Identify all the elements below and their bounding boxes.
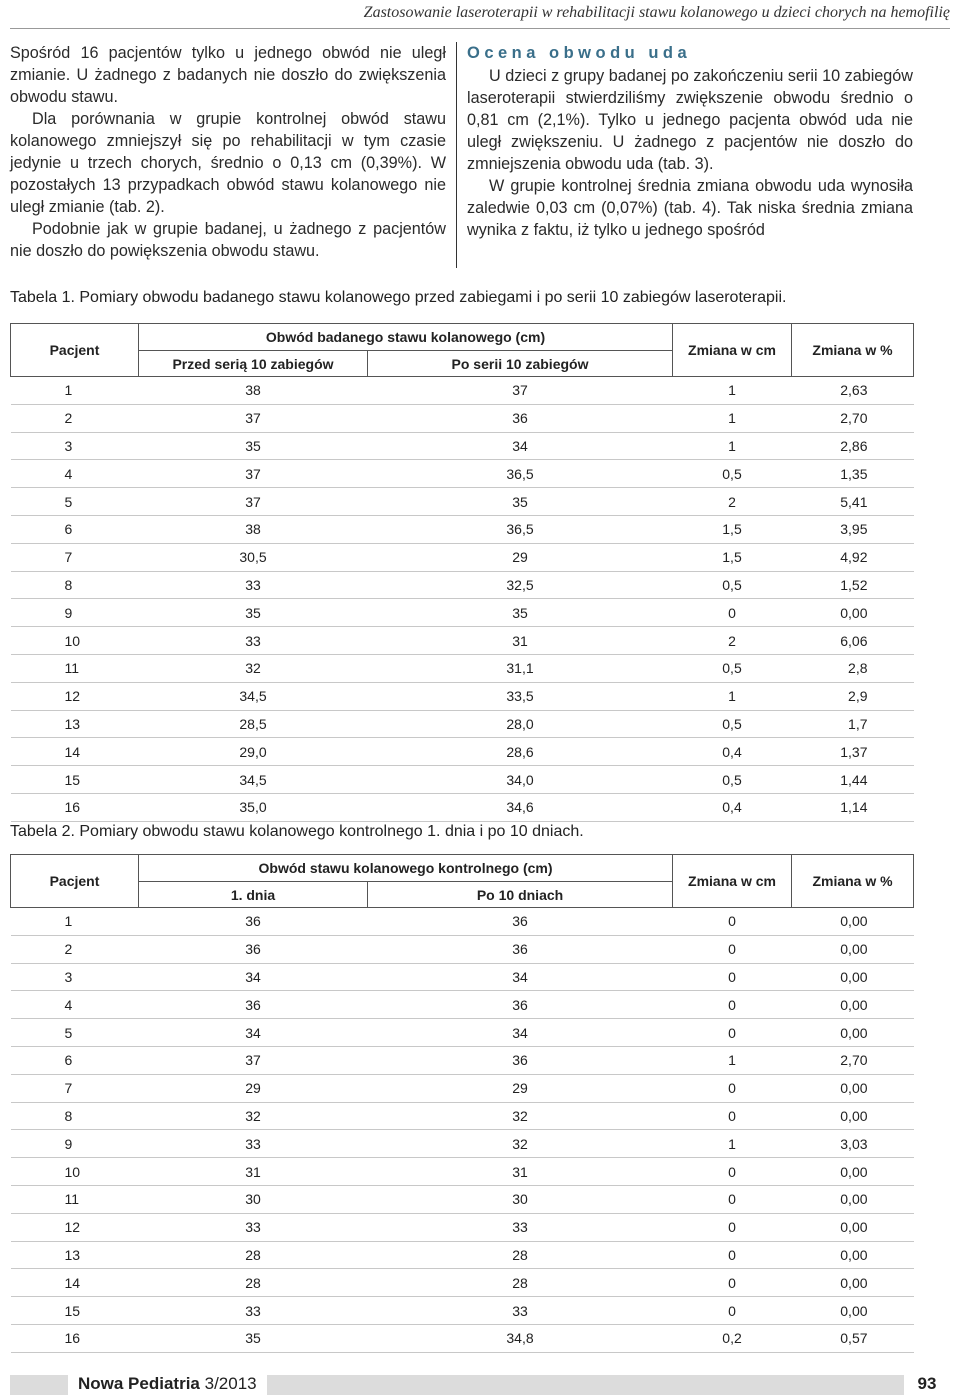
cell-after: 36: [368, 908, 673, 936]
cell-pacjent: 9: [11, 1130, 139, 1158]
cell-pacjent: 4: [11, 991, 139, 1019]
cell-change-pct: 0,00: [792, 1074, 914, 1102]
cell-pacjent: 13: [11, 710, 139, 738]
cell-before: 34,5: [139, 682, 368, 710]
table-row: [11, 488, 914, 516]
table2-header-after: Po 10 dniach: [368, 882, 673, 908]
cell-after: 28: [368, 1241, 673, 1269]
cell-before: 34: [139, 1019, 368, 1047]
table-row: [11, 1269, 914, 1297]
cell-change-cm: 0: [673, 1297, 792, 1325]
table-row: [11, 460, 914, 488]
cell-change-pct: 0,00: [792, 1019, 914, 1047]
cell-change-cm: 0: [673, 908, 792, 936]
cell-after: 37: [368, 377, 673, 405]
table-row: [11, 515, 914, 543]
cell-after: 34: [368, 432, 673, 460]
cell-change-pct: 2,8: [792, 654, 914, 682]
cell-change-cm: 0: [673, 1158, 792, 1186]
cell-change-pct: 0,57: [792, 1324, 914, 1352]
cell-change-cm: 1: [673, 377, 792, 405]
cell-change-pct: 0,00: [792, 908, 914, 936]
column-separator: [456, 42, 457, 268]
cell-before: 37: [139, 404, 368, 432]
cell-before: 38: [139, 515, 368, 543]
cell-change-pct: 4,92: [792, 543, 914, 571]
cell-change-cm: 0: [673, 963, 792, 991]
cell-before: 34: [139, 963, 368, 991]
table-row: [11, 1046, 914, 1074]
cell-change-pct: 0,00: [792, 1241, 914, 1269]
cell-change-pct: 0,00: [792, 599, 914, 627]
cell-change-pct: 0,00: [792, 1102, 914, 1130]
left-column: [10, 42, 446, 262]
cell-change-cm: 1: [673, 404, 792, 432]
right-paragraph: U dzieci z grupy badanej po zakończeniu serii 10 zabiegów laseroterapii stwierdziliśmy zwiększenie obwodu średnio o 0,81 cm (2,1%). Tylko u jednego pacjenta obwód uda nie uległ zwiększeniu. U żadnego z pacjentów nie doszło do zmniejszenia obwodu uda (tab. 3).: [467, 67, 913, 173]
cell-pacjent: 5: [11, 488, 139, 516]
cell-after: 33,5: [368, 682, 673, 710]
table-row: [11, 1324, 914, 1352]
cell-after: 32: [368, 1130, 673, 1158]
left-paragraph: Spośród 16 pacjentów tylko u jednego obwód nie uległ zmianie. U żadnego z badanych nie doszło do zwiększenia obwodu stawu.: [10, 44, 446, 106]
right-paragraph: W grupie kontrolnej średnia zmiana obwodu uda wynosiła zaledwie 0,03 cm (0,07%) (tab. 4). Tak niska średnia zmiana wynika z faktu, iż tylko u jednego spośród: [467, 177, 913, 239]
cell-pacjent: 12: [11, 682, 139, 710]
cell-change-cm: 2: [673, 627, 792, 655]
table-row: [11, 1019, 914, 1047]
cell-change-pct: 0,00: [792, 1213, 914, 1241]
cell-change-pct: 6,06: [792, 627, 914, 655]
cell-pacjent: 15: [11, 766, 139, 794]
cell-change-cm: 1: [673, 682, 792, 710]
cell-change-pct: 2,70: [792, 1046, 914, 1074]
cell-before: 36: [139, 935, 368, 963]
cell-change-pct: 0,00: [792, 991, 914, 1019]
cell-change-cm: 0,5: [673, 571, 792, 599]
cell-change-cm: 0: [673, 935, 792, 963]
cell-after: 33: [368, 1213, 673, 1241]
cell-pacjent: 14: [11, 738, 139, 766]
cell-before: 30: [139, 1185, 368, 1213]
table-row: [11, 654, 914, 682]
cell-change-pct: 0,00: [792, 1158, 914, 1186]
cell-change-pct: 0,00: [792, 1269, 914, 1297]
cell-before: 29: [139, 1074, 368, 1102]
table-row: [11, 1102, 914, 1130]
cell-before: 32: [139, 654, 368, 682]
table-row: [11, 432, 914, 460]
cell-change-cm: 0: [673, 991, 792, 1019]
table2-header-change-pct: Zmiana w %: [792, 855, 914, 908]
table-row: [11, 1297, 914, 1325]
cell-before: 38: [139, 377, 368, 405]
cell-change-cm: 2: [673, 488, 792, 516]
cell-pacjent: 8: [11, 571, 139, 599]
cell-change-pct: 1,7: [792, 710, 914, 738]
cell-pacjent: 3: [11, 963, 139, 991]
header-rule: [10, 28, 950, 29]
table-row: [11, 935, 914, 963]
cell-change-cm: 0,4: [673, 793, 792, 821]
cell-before: 36: [139, 908, 368, 936]
cell-before: 29,0: [139, 738, 368, 766]
cell-change-pct: 0,00: [792, 1297, 914, 1325]
table-row: [11, 599, 914, 627]
table2-body: [11, 908, 914, 1353]
cell-after: 34,8: [368, 1324, 673, 1352]
cell-change-cm: 1: [673, 1130, 792, 1158]
cell-change-pct: 0,00: [792, 1185, 914, 1213]
cell-change-pct: 2,86: [792, 432, 914, 460]
table-row: [11, 404, 914, 432]
cell-change-cm: 0,5: [673, 766, 792, 794]
cell-change-cm: 0: [673, 1019, 792, 1047]
cell-after: 28,0: [368, 710, 673, 738]
cell-change-pct: 1,37: [792, 738, 914, 766]
table2-header-change-cm: Zmiana w cm: [673, 855, 792, 908]
cell-before: 37: [139, 460, 368, 488]
cell-pacjent: 10: [11, 1158, 139, 1186]
cell-before: 28,5: [139, 710, 368, 738]
cell-change-pct: 1,14: [792, 793, 914, 821]
cell-after: 34,0: [368, 766, 673, 794]
table-row: [11, 682, 914, 710]
cell-change-pct: 3,03: [792, 1130, 914, 1158]
cell-before: 35: [139, 432, 368, 460]
table1-header-after: Po serii 10 zabiegów: [368, 351, 673, 377]
cell-after: 35: [368, 488, 673, 516]
table-row: [11, 1185, 914, 1213]
table-row: [11, 793, 914, 821]
table-row: [11, 543, 914, 571]
cell-after: 31,1: [368, 654, 673, 682]
cell-change-cm: 0,4: [673, 738, 792, 766]
table2-header-pacjent: Pacjent: [11, 855, 139, 908]
cell-change-cm: 0: [673, 1241, 792, 1269]
table-row: [11, 908, 914, 936]
cell-after: 34,6: [368, 793, 673, 821]
running-header: Zastosowanie laseroterapii w rehabilitacji stawu kolanowego u dzieci chorych na hemofilię: [363, 4, 950, 21]
table2: [10, 854, 914, 1353]
cell-after: 31: [368, 627, 673, 655]
cell-before: 35: [139, 599, 368, 627]
cell-before: 35,0: [139, 793, 368, 821]
journal-name: Nowa Pediatria: [78, 1374, 200, 1393]
cell-change-pct: 2,9: [792, 682, 914, 710]
cell-after: 32,5: [368, 571, 673, 599]
page-footer: [10, 1368, 950, 1398]
cell-change-pct: 0,00: [792, 963, 914, 991]
section-heading: Ocena obwodu uda: [467, 44, 692, 62]
cell-before: 34,5: [139, 766, 368, 794]
cell-change-pct: 0,00: [792, 935, 914, 963]
cell-before: 28: [139, 1241, 368, 1269]
page-number: 93: [904, 1368, 950, 1400]
cell-pacjent: 14: [11, 1269, 139, 1297]
cell-change-cm: 0: [673, 1269, 792, 1297]
cell-after: 30: [368, 1185, 673, 1213]
right-column: [467, 42, 913, 241]
cell-change-cm: 0: [673, 1074, 792, 1102]
cell-pacjent: 7: [11, 543, 139, 571]
cell-pacjent: 6: [11, 1046, 139, 1074]
cell-change-cm: 1: [673, 1046, 792, 1074]
cell-before: 37: [139, 488, 368, 516]
cell-change-cm: 0: [673, 1185, 792, 1213]
cell-pacjent: 11: [11, 654, 139, 682]
cell-pacjent: 5: [11, 1019, 139, 1047]
cell-change-pct: 2,63: [792, 377, 914, 405]
table-row: [11, 1074, 914, 1102]
cell-pacjent: 3: [11, 432, 139, 460]
table-row: [11, 991, 914, 1019]
cell-before: 28: [139, 1269, 368, 1297]
cell-pacjent: 12: [11, 1213, 139, 1241]
cell-change-cm: 1: [673, 432, 792, 460]
journal-issue: 3/2013: [204, 1374, 257, 1393]
cell-change-cm: 0: [673, 1213, 792, 1241]
cell-after: 35: [368, 599, 673, 627]
cell-change-pct: 3,95: [792, 515, 914, 543]
cell-pacjent: 6: [11, 515, 139, 543]
cell-change-cm: 1,5: [673, 543, 792, 571]
cell-pacjent: 8: [11, 1102, 139, 1130]
table1-header-change-pct: Zmiana w %: [792, 324, 914, 377]
cell-before: 32: [139, 1102, 368, 1130]
cell-pacjent: 15: [11, 1297, 139, 1325]
cell-after: 36,5: [368, 515, 673, 543]
cell-after: 32: [368, 1102, 673, 1130]
cell-before: 33: [139, 1297, 368, 1325]
table-row: [11, 1130, 914, 1158]
cell-after: 29: [368, 543, 673, 571]
cell-change-cm: 0,5: [673, 710, 792, 738]
cell-pacjent: 1: [11, 377, 139, 405]
cell-after: 36: [368, 1046, 673, 1074]
cell-after: 31: [368, 1158, 673, 1186]
cell-pacjent: 2: [11, 404, 139, 432]
cell-change-cm: 1,5: [673, 515, 792, 543]
cell-after: 34: [368, 963, 673, 991]
cell-pacjent: 7: [11, 1074, 139, 1102]
cell-after: 36,5: [368, 460, 673, 488]
cell-change-pct: 1,35: [792, 460, 914, 488]
cell-after: 36: [368, 404, 673, 432]
cell-change-pct: 5,41: [792, 488, 914, 516]
table-row: [11, 1241, 914, 1269]
cell-before: 36: [139, 991, 368, 1019]
cell-pacjent: 16: [11, 1324, 139, 1352]
cell-change-cm: 0,5: [673, 460, 792, 488]
table1: [10, 323, 914, 822]
table1-header-before: Przed serią 10 zabiegów: [139, 351, 368, 377]
cell-after: 36: [368, 991, 673, 1019]
cell-change-pct: 2,70: [792, 404, 914, 432]
table-row: [11, 571, 914, 599]
cell-pacjent: 16: [11, 793, 139, 821]
cell-before: 33: [139, 1130, 368, 1158]
cell-after: 28: [368, 1269, 673, 1297]
table1-header-group: Obwód badanego stawu kolanowego (cm): [139, 324, 673, 351]
cell-before: 33: [139, 1213, 368, 1241]
cell-after: 28,6: [368, 738, 673, 766]
cell-pacjent: 2: [11, 935, 139, 963]
cell-pacjent: 9: [11, 599, 139, 627]
left-paragraph: Dla porównania w grupie kontrolnej obwód stawu kolanowego zmniejszył się po rehabilitacji w tym czasie jedynie u trzech chorych, średnio o 0,13 cm (0,39%). W pozostałych 13 przypadkach obwód stawu kolanowego nie uległ zmianie (tab. 2).: [10, 110, 446, 216]
table-row: [11, 1158, 914, 1186]
cell-before: 33: [139, 571, 368, 599]
cell-before: 35: [139, 1324, 368, 1352]
cell-change-cm: 0,5: [673, 654, 792, 682]
cell-after: 29: [368, 1074, 673, 1102]
footer-journal: [68, 1368, 267, 1400]
table1-body: [11, 377, 914, 822]
table-row: [11, 766, 914, 794]
table1-caption: Tabela 1. Pomiary obwodu badanego stawu kolanowego przed zabiegami i po serii 10 zabiegów laseroterapii.: [10, 289, 787, 306]
table2-caption: Tabela 2. Pomiary obwodu stawu kolanowego kontrolnego 1. dnia i po 10 dniach.: [10, 823, 584, 840]
table-row: [11, 377, 914, 405]
cell-change-cm: 0,2: [673, 1324, 792, 1352]
table2-header-group: Obwód stawu kolanowego kontrolnego (cm): [139, 855, 673, 882]
cell-before: 37: [139, 1046, 368, 1074]
cell-pacjent: 1: [11, 908, 139, 936]
cell-after: 34: [368, 1019, 673, 1047]
table1-header-pacjent: Pacjent: [11, 324, 139, 377]
table-row: [11, 1213, 914, 1241]
table-row: [11, 710, 914, 738]
table-row: [11, 627, 914, 655]
table1-header-change-cm: Zmiana w cm: [673, 324, 792, 377]
cell-change-pct: 1,52: [792, 571, 914, 599]
cell-before: 31: [139, 1158, 368, 1186]
cell-after: 36: [368, 935, 673, 963]
cell-after: 33: [368, 1297, 673, 1325]
cell-pacjent: 4: [11, 460, 139, 488]
cell-before: 33: [139, 627, 368, 655]
cell-pacjent: 13: [11, 1241, 139, 1269]
table-row: [11, 738, 914, 766]
cell-change-cm: 0: [673, 599, 792, 627]
cell-pacjent: 11: [11, 1185, 139, 1213]
table2-header-before: 1. dnia: [139, 882, 368, 908]
cell-change-cm: 0: [673, 1102, 792, 1130]
table-row: [11, 963, 914, 991]
cell-before: 30,5: [139, 543, 368, 571]
left-paragraph: Podobnie jak w grupie badanej, u żadnego z pacjentów nie doszło do powiększenia obwodu stawu.: [10, 220, 446, 260]
cell-change-pct: 1,44: [792, 766, 914, 794]
cell-pacjent: 10: [11, 627, 139, 655]
